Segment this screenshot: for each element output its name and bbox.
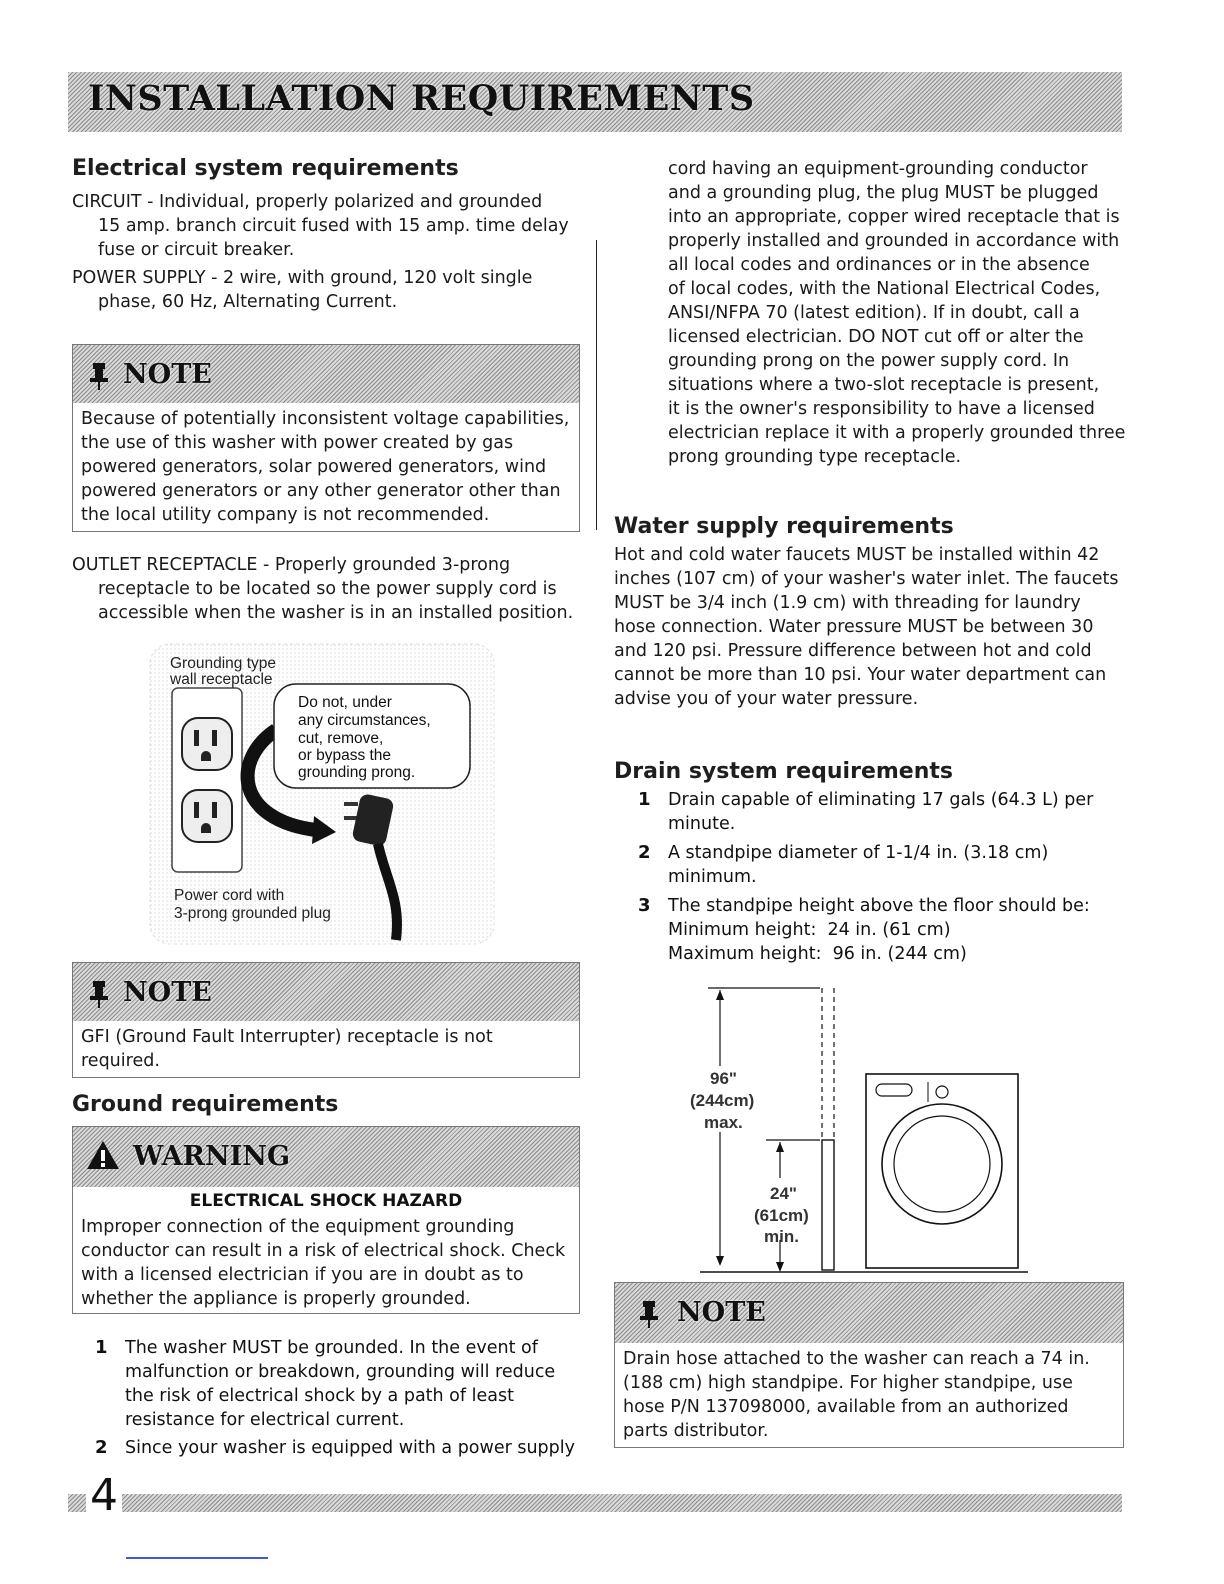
min-height-label: min. (764, 1227, 799, 1246)
list-line: Since your washer is equipped with a power supply (125, 1438, 575, 1458)
text-line: hose connection. Water pressure MUST be between 30 (614, 617, 1094, 637)
note-header (73, 345, 579, 403)
max-height-label: 96" (710, 1069, 737, 1088)
text-line: MUST be 3/4 inch (1.9 cm) with threading for laundry (614, 593, 1081, 613)
warning-body (81, 1215, 573, 1311)
text-line: prong grounding type receptacle. (668, 447, 962, 467)
note-title: NOTE (123, 359, 212, 390)
power-supply-paragraph (72, 266, 592, 314)
note-line: Drain hose attached to the washer can reach a 74 in. (623, 1349, 1090, 1369)
page-title: INSTALLATION REQUIREMENTS (88, 78, 755, 119)
bubble-line: grounding prong. (298, 764, 416, 781)
list-number: 1 (638, 789, 651, 810)
power-line: POWER SUPPLY - 2 wire, with ground, 120 volt single (72, 268, 533, 288)
text-line: grounding prong on the power supply cord. In (668, 351, 1070, 371)
text-line: cannot be more than 10 psi. Your water department can (614, 665, 1107, 685)
list-item (125, 1336, 555, 1432)
warning-box (72, 1126, 580, 1314)
circuit-paragraph (72, 190, 592, 262)
footer-bar (68, 1494, 1122, 1512)
warning-line: with a licensed electrician if you are in doubt as to (81, 1265, 524, 1285)
standpipe (822, 1140, 834, 1270)
note-box-voltage (72, 344, 580, 532)
text-line: and a grounding plug, the plug MUST be plugged (668, 183, 1099, 203)
warning-line: whether the appliance is properly grounded. (81, 1289, 471, 1309)
cord-label: Power cord with (174, 887, 285, 904)
list-line: Drain capable of eliminating 17 gals (64.3 L) per (668, 790, 1094, 810)
circuit-line: fuse or circuit breaker. (98, 240, 295, 260)
text-line: licensed electrician. DO NOT cut off or alter the (668, 327, 1084, 347)
cord-label: 3-prong grounded plug (174, 905, 331, 922)
note-title: NOTE (677, 1297, 766, 1328)
warning-line: conductor can result in a risk of electrical shock. Check (81, 1241, 566, 1261)
text-line: advise you of your water pressure. (614, 689, 919, 709)
max-height-label: max. (704, 1113, 743, 1132)
note-body (81, 1025, 573, 1073)
water-paragraph (614, 543, 1134, 711)
continued-paragraph (668, 157, 1138, 469)
note-line: parts distributor. (623, 1421, 769, 1441)
note-line: powered generators or any other generator other than (81, 481, 561, 501)
list-number: 3 (638, 895, 651, 916)
warning-title: WARNING (133, 1141, 291, 1172)
receptacle-label: wall receptacle (170, 671, 273, 688)
text-line: all local codes and ordinances or in the absence (668, 255, 1090, 275)
column-divider (596, 240, 597, 530)
washer-illustration (866, 1074, 1018, 1268)
note-body (623, 1347, 1117, 1443)
text-line: and 120 psi. Pressure difference between hot and cold (614, 641, 1092, 661)
warning-line: Improper connection of the equipment grounding (81, 1217, 515, 1237)
text-line: cord having an equipment-grounding conductor (668, 159, 1088, 179)
list-item (668, 894, 1090, 966)
note-line: GFI (Ground Fault Interrupter) receptacle is not (81, 1027, 493, 1047)
min-height-label: (61cm) (754, 1206, 809, 1225)
list-line: the risk of electrical shock by a path of least (125, 1386, 514, 1406)
standpipe-height-diagram (690, 982, 1030, 1278)
pushpin-icon (637, 1299, 661, 1329)
text-line: properly installed and grounded in accordance with (668, 231, 1120, 251)
outlet-line: OUTLET RECEPTACLE - Properly grounded 3-prong (72, 555, 511, 575)
bubble-line: any circumstances, (298, 712, 431, 729)
list-line: resistance for electrical current. (125, 1410, 405, 1430)
note-line: the local utility company is not recommended. (81, 505, 490, 525)
water-heading: Water supply requirements (614, 514, 954, 539)
list-line: A standpipe diameter of 1-1/4 in. (3.18 cm) (668, 843, 1049, 863)
list-item (668, 841, 1048, 889)
list-number: 1 (95, 1337, 108, 1358)
note-line: powered generators, solar powered generators, wind (81, 457, 547, 477)
pushpin-icon (87, 979, 111, 1009)
page-number: 4 (86, 1470, 122, 1522)
note-title: NOTE (123, 977, 212, 1008)
note-line: hose P/N 137098000, available from an authorized (623, 1397, 1069, 1417)
outlet-socket-top (182, 718, 232, 770)
note-line: (188 cm) high standpipe. For higher standpipe, use (623, 1373, 1073, 1393)
note-line: Because of potentially inconsistent voltage capabilities, (81, 409, 570, 429)
list-item (125, 1436, 575, 1460)
note-box-gfi (72, 962, 580, 1078)
ground-heading: Ground requirements (72, 1092, 339, 1117)
note-body (81, 407, 573, 527)
circuit-line: CIRCUIT - Individual, properly polarized and grounded (72, 192, 543, 212)
note-box-drain-hose (614, 1282, 1124, 1448)
text-line: Hot and cold water faucets MUST be installed within 42 (614, 545, 1100, 565)
list-line: minimum. (668, 867, 757, 887)
list-line: The washer MUST be grounded. In the event of (125, 1338, 538, 1358)
warning-header (73, 1127, 579, 1187)
list-line: The standpipe height above the floor should be: (668, 896, 1090, 916)
list-line: Minimum height: 24 in. (61 cm) (668, 920, 951, 940)
grounding-outlet-illustration (146, 640, 498, 950)
list-line: minute. (668, 814, 736, 834)
list-item (668, 788, 1093, 836)
text-line: it is the owner's responsibility to have a licensed (668, 399, 1095, 419)
note-header (73, 963, 579, 1021)
outlet-line: accessible when the washer is in an installed position. (98, 603, 574, 623)
warning-subtitle: ELECTRICAL SHOCK HAZARD (189, 1191, 463, 1211)
electrical-heading: Electrical system requirements (72, 156, 459, 181)
note-line: the use of this washer with power created by gas (81, 433, 514, 453)
pushpin-icon (87, 361, 111, 391)
list-line: Maximum height: 96 in. (244 cm) (668, 944, 967, 964)
text-line: of local codes, with the National Electrical Codes, (668, 279, 1101, 299)
drain-heading: Drain system requirements (614, 759, 953, 784)
note-line: required. (81, 1051, 160, 1071)
warning-triangle-icon (85, 1139, 121, 1171)
note-header (615, 1283, 1123, 1343)
wall-plate (172, 688, 242, 872)
min-height-label: 24" (770, 1184, 797, 1203)
receptacle-label: Grounding type (170, 655, 276, 672)
list-number: 2 (638, 842, 651, 863)
power-line: phase, 60 Hz, Alternating Current. (98, 292, 398, 312)
outlet-socket-bottom (182, 790, 232, 842)
text-line: electrician replace it with a properly grounded three (668, 423, 1126, 443)
list-line: malfunction or breakdown, grounding will reduce (125, 1362, 556, 1382)
list-number: 2 (95, 1437, 108, 1458)
bubble-line: cut, remove, (298, 730, 384, 747)
outlet-paragraph (72, 553, 592, 625)
circuit-line: 15 amp. branch circuit fused with 15 amp. time delay (98, 216, 569, 236)
footer-link-underline (126, 1557, 268, 1559)
max-height-label: (244cm) (690, 1091, 755, 1110)
text-line: into an appropriate, copper wired receptacle that is (668, 207, 1120, 227)
text-line: situations where a two-slot receptacle is present, (668, 375, 1100, 395)
bubble-line: or bypass the (298, 747, 392, 764)
outlet-line: receptacle to be located so the power supply cord is (98, 579, 557, 599)
bubble-line: Do not, under (298, 694, 392, 711)
text-line: inches (107 cm) of your washer's water inlet. The faucets (614, 569, 1119, 589)
text-line: ANSI/NFPA 70 (latest edition). If in doubt, call a (668, 303, 1080, 323)
